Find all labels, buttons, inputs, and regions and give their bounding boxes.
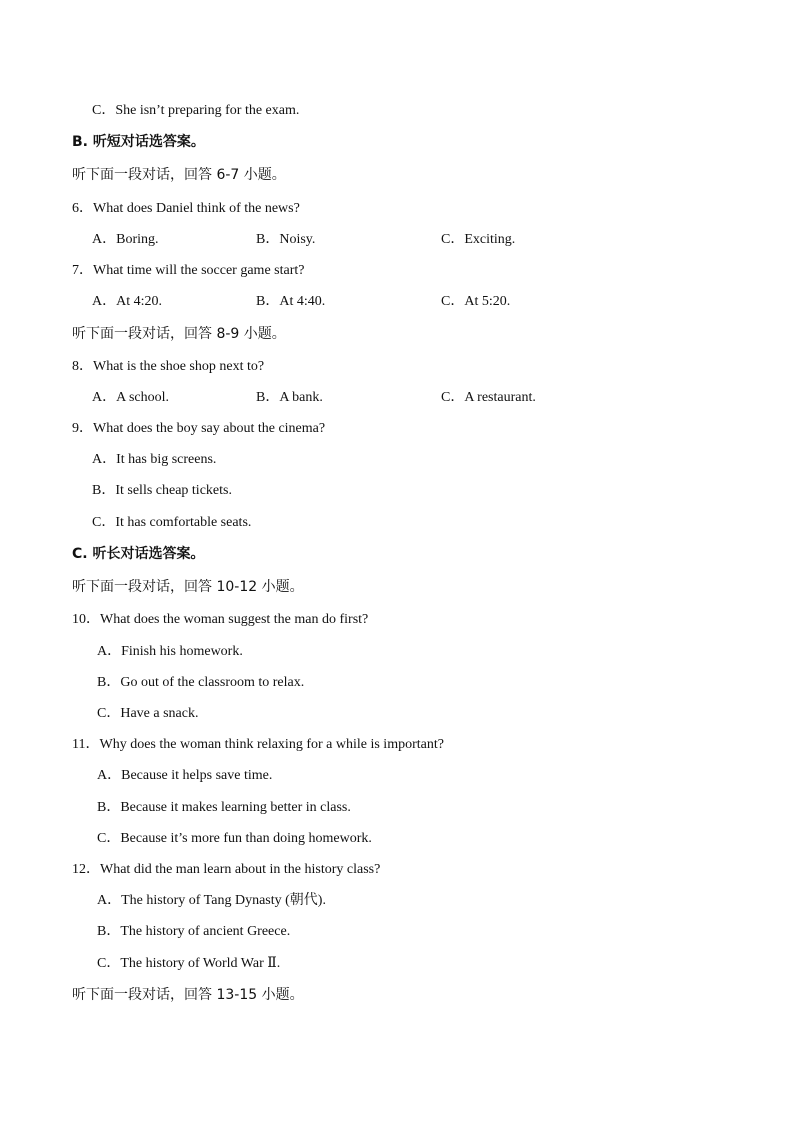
question-12: 12．What did the man learn about in the history class? [72, 862, 381, 877]
question-7-option-a: A．At 4:20. [92, 294, 162, 309]
question-7-option-b: B．At 4:40. [256, 294, 326, 309]
question-12-option-b: B．The history of ancient Greece. [97, 924, 291, 939]
section-b-instruction-1: 听下面一段对话，回答 6-7 小题。 [72, 167, 286, 183]
question-8-option-a: A．A school. [92, 390, 169, 405]
question-12-option-c: C．The history of World War Ⅱ. [97, 956, 281, 971]
section-b-instruction-2: 听下面一段对话，回答 8-9 小题。 [72, 326, 286, 342]
question-8-option-b: B．A bank. [256, 390, 323, 405]
question-7: 7．What time will the soccer game start? [72, 263, 305, 278]
question-9-option-b: B．It sells cheap tickets. [92, 483, 232, 498]
question-6-option-a: A．Boring. [92, 232, 159, 247]
question-10-option-c: C．Have a snack. [97, 706, 199, 721]
question-9-option-c: C．It has comfortable seats. [92, 515, 252, 530]
q5-option-c: C．She isn’t preparing for the exam. [92, 103, 300, 118]
question-7-option-c: C．At 5:20. [441, 294, 511, 309]
question-8: 8．What is the shoe shop next to? [72, 359, 265, 374]
question-11-option-b: B．Because it makes learning better in class. [97, 800, 351, 815]
question-9: 9．What does the boy say about the cinema? [72, 421, 326, 436]
question-9-option-a: A．It has big screens. [92, 452, 217, 467]
question-10-option-a: A．Finish his homework. [97, 644, 243, 659]
question-6: 6．What does Daniel think of the news? [72, 201, 300, 216]
question-10: 10．What does the woman suggest the man do first? [72, 612, 369, 627]
question-6-option-b: B．Noisy. [256, 232, 316, 247]
section-c-instruction-1: 听下面一段对话，回答 10-12 小题。 [72, 579, 304, 595]
question-11-option-a: A．Because it helps save time. [97, 768, 273, 783]
question-6-option-c: C．Exciting. [441, 232, 516, 247]
section-c-instruction-2: 听下面一段对话，回答 13-15 小题。 [72, 987, 304, 1003]
question-12-option-a: A．The history of Tang Dynasty (朝代). [97, 893, 326, 908]
section-b-heading: B. 听短对话选答案。 [72, 134, 205, 150]
section-c-heading: C. 听长对话选答案。 [72, 546, 205, 562]
question-10-option-b: B．Go out of the classroom to relax. [97, 675, 305, 690]
question-11: 11．Why does the woman think relaxing for a while is important? [72, 737, 444, 752]
question-11-option-c: C．Because it’s more fun than doing homework. [97, 831, 372, 846]
question-8-option-c: C．A restaurant. [441, 390, 536, 405]
